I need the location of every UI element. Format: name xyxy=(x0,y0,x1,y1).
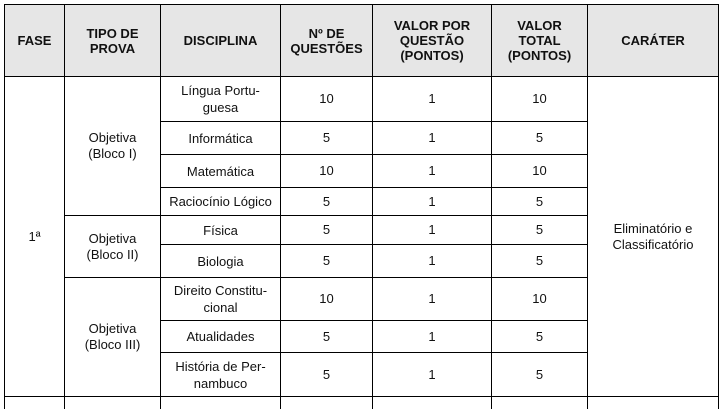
exam-structure-table xyxy=(4,4,719,409)
table-row xyxy=(5,77,719,122)
valor-total-cell: 5 xyxy=(492,122,588,155)
continuation-cell xyxy=(373,397,492,409)
valor-total-cell: 10 xyxy=(492,77,588,122)
disciplina-cell: Raciocínio Lógico xyxy=(161,188,281,216)
valor-total-cell: 5 xyxy=(492,321,588,353)
questoes-cell: 10 xyxy=(281,278,373,321)
valor-questao-cell: 1 xyxy=(373,122,492,155)
tipo-bloco-2: Objetiva (Bloco II) xyxy=(65,216,161,278)
valor-questao-cell: 1 xyxy=(373,321,492,353)
tipo-bloco-3: Objetiva (Bloco III) xyxy=(65,278,161,397)
continuation-cell xyxy=(281,397,373,409)
disciplina-cell: Língua Portu- guesa xyxy=(161,77,281,122)
disciplina-cell: História de Per- nambuco xyxy=(161,353,281,397)
header-row xyxy=(5,5,719,77)
disciplina-cell: Biologia xyxy=(161,245,281,278)
valor-questao-cell: 1 xyxy=(373,245,492,278)
valor-questao-cell: 1 xyxy=(373,278,492,321)
valor-total-cell: 5 xyxy=(492,245,588,278)
carater-cell: Eliminatório e Classificatório xyxy=(588,77,719,397)
header-fase: FASE xyxy=(5,5,65,77)
valor-total-cell: 5 xyxy=(492,353,588,397)
fase-cell: 1ª xyxy=(5,77,65,397)
disciplina-cell: Atualidades xyxy=(161,321,281,353)
header-valor-total: VALOR TOTAL (PONTOS) xyxy=(492,5,588,77)
tipo-bloco-1: Objetiva (Bloco I) xyxy=(65,77,161,216)
questoes-cell: 5 xyxy=(281,353,373,397)
questoes-cell: 5 xyxy=(281,188,373,216)
valor-total-cell: 10 xyxy=(492,155,588,188)
valor-questao-cell: 1 xyxy=(373,155,492,188)
valor-questao-cell: 1 xyxy=(373,188,492,216)
questoes-cell: 5 xyxy=(281,122,373,155)
header-disciplina: DISCIPLINA xyxy=(161,5,281,77)
continuation-cell xyxy=(161,397,281,409)
header-carater: CARÁTER xyxy=(588,5,719,77)
disciplina-cell: Direito Constitu- cional xyxy=(161,278,281,321)
valor-questao-cell: 1 xyxy=(373,216,492,245)
header-valor-por-questao: VALOR POR QUESTÃO (PONTOS) xyxy=(373,5,492,77)
header-num-questoes: Nº DE QUESTÕES xyxy=(281,5,373,77)
valor-questao-cell: 1 xyxy=(373,77,492,122)
questoes-cell: 10 xyxy=(281,155,373,188)
table-continuation-row xyxy=(5,397,719,409)
disciplina-cell: Informática xyxy=(161,122,281,155)
questoes-cell: 5 xyxy=(281,245,373,278)
continuation-cell xyxy=(65,397,161,409)
questoes-cell: 5 xyxy=(281,321,373,353)
header-tipo-de-prova: TIPO DE PROVA xyxy=(65,5,161,77)
questoes-cell: 10 xyxy=(281,77,373,122)
valor-total-cell: 5 xyxy=(492,216,588,245)
continuation-cell xyxy=(588,397,719,409)
valor-total-cell: 10 xyxy=(492,278,588,321)
disciplina-cell: Matemática xyxy=(161,155,281,188)
valor-questao-cell: 1 xyxy=(373,353,492,397)
valor-total-cell: 5 xyxy=(492,188,588,216)
disciplina-cell: Física xyxy=(161,216,281,245)
continuation-cell xyxy=(5,397,65,409)
questoes-cell: 5 xyxy=(281,216,373,245)
continuation-cell xyxy=(492,397,588,409)
